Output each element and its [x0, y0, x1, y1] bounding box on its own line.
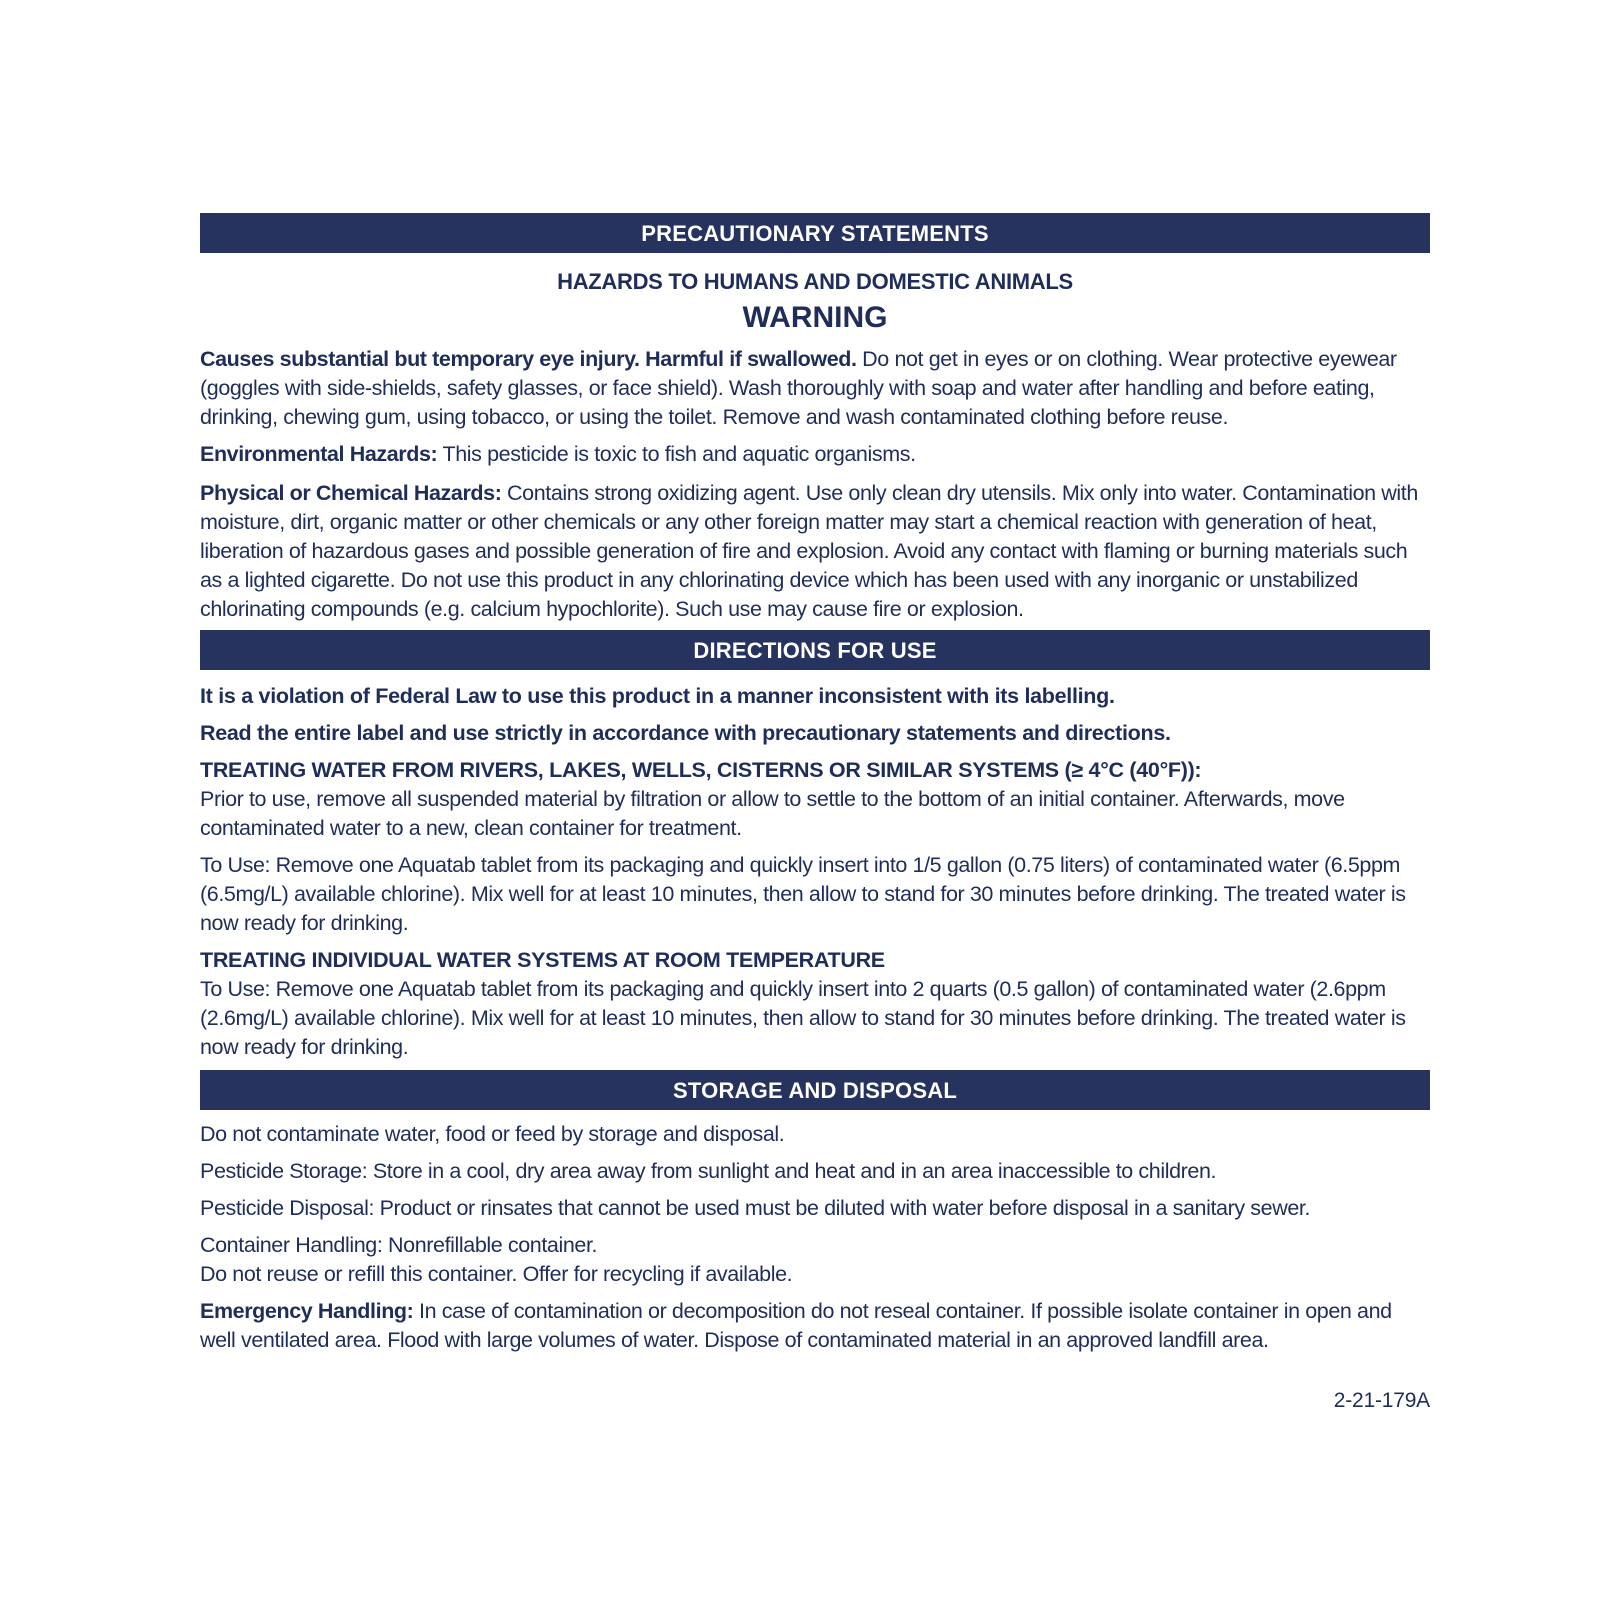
signal-word: WARNING: [742, 301, 888, 334]
storage-and-disposal-header: STORAGE AND DISPOSAL: [200, 1070, 1430, 1110]
emergency-handling-paragraph: [200, 1297, 1430, 1355]
physical-hazards-text: Contains strong oxidizing agent. Use only clean dry utensils. Mix only into water. Contamination with moisture, dirt, organic matter or other chemicals or any other foreign matter may start a chemical reaction with generation of heat, liberation of hazardous gases and possible generation of fire and explosion. Avoid any contact with flaming or burning materials such as a lighted cigarette. Do not use this product in any chlorinating device which has been used with any inorganic or unstabilized chlorinating compounds (e.g. calcium hypochlorite). Such use may cause fire or explosion.: [200, 481, 1418, 621]
container-handling-statement: Container Handling: Nonrefillable container.: [200, 1233, 598, 1257]
emergency-handling-label: Emergency Handling:: [200, 1299, 414, 1323]
physical-hazards-label: Physical or Chemical Hazards:: [200, 481, 502, 505]
environmental-hazards-label: Environmental Hazards:: [200, 442, 438, 466]
environmental-hazards-paragraph: [200, 440, 1430, 469]
read-label-statement: Read the entire label and use strictly in accordance with precautionary statements and directions.: [200, 721, 1171, 745]
container-reuse-statement: Do not reuse or refill this container. Offer for recycling if available.: [200, 1262, 793, 1286]
rivers-prior-instructions: Prior to use, remove all suspended material by filtration or allow to settle to the bottom of an initial container. Afterwards, move contaminated water to a new, clean container for treatment.: [200, 787, 1345, 840]
hazard-text: Do not get in eyes or on clothing. Wear protective eyewear (goggles with side-shields, safety glasses, or face shield). Wash thoroughly with soap and water after handling and before eating, drinking, chewing gum, using tobacco, or using the toilet. Remove and wash contaminated clothing before reuse.: [200, 347, 1397, 429]
pesticide-storage-statement: Pesticide Storage: Store in a cool, dry area away from sunlight and heat and in an area inaccessible to children.: [200, 1159, 1217, 1183]
no-contaminate-statement: Do not contaminate water, food or feed by storage and disposal.: [200, 1122, 785, 1146]
individual-systems-heading: TREATING INDIVIDUAL WATER SYSTEMS AT ROOM TEMPERATURE: [200, 948, 885, 972]
hazards-subheading: HAZARDS TO HUMANS AND DOMESTIC ANIMALS: [557, 269, 1073, 294]
environmental-hazards-text: This pesticide is toxic to fish and aquatic organisms.: [437, 442, 916, 466]
federal-law-statement: It is a violation of Federal Law to use this product in a manner inconsistent with its labelling.: [200, 684, 1115, 708]
directions-for-use-header: DIRECTIONS FOR USE: [200, 630, 1430, 670]
rivers-treatment-heading: TREATING WATER FROM RIVERS, LAKES, WELLS, CISTERNS OR SIMILAR SYSTEMS (≥ 4°C (40°F)):: [200, 758, 1202, 782]
pesticide-disposal-statement: Pesticide Disposal: Product or rinsates that cannot be used must be diluted with water before disposal in a sanitary sewer.: [200, 1196, 1311, 1220]
hazard-lead: Causes substantial but temporary eye injury. Harmful if swallowed.: [200, 347, 857, 371]
rivers-use-instructions: To Use: Remove one Aquatab tablet from its packaging and quickly insert into 1/5 gallon (0.75 liters) of contaminated water (6.5ppm (6.5mg/L) available chlorine). Mix well for at least 10 minutes, then allow to stand for 30 minutes before drinking. The treated water is now ready for drinking.: [200, 853, 1406, 935]
label-code: 2-21-179A: [1333, 1389, 1430, 1412]
physical-hazards-paragraph: [200, 479, 1430, 624]
hazard-paragraph: [200, 345, 1430, 432]
precautionary-statements-header: PRECAUTIONARY STATEMENTS: [200, 213, 1430, 253]
emergency-handling-text: In case of contamination or decomposition do not reseal container. If possible isolate container in open and well ventilated area. Flood with large volumes of water. Dispose of contaminated material in an approved landfill area.: [200, 1299, 1392, 1352]
individual-use-instructions: To Use: Remove one Aquatab tablet from its packaging and quickly insert into 2 quarts (0.5 gallon) of contaminated water (2.6ppm (2.6mg/L) available chlorine). Mix well for at least 10 minutes, then allow to stand for 30 minutes before drinking. The treated water is now ready for drinking.: [200, 977, 1406, 1059]
product-label: [200, 213, 1430, 1413]
